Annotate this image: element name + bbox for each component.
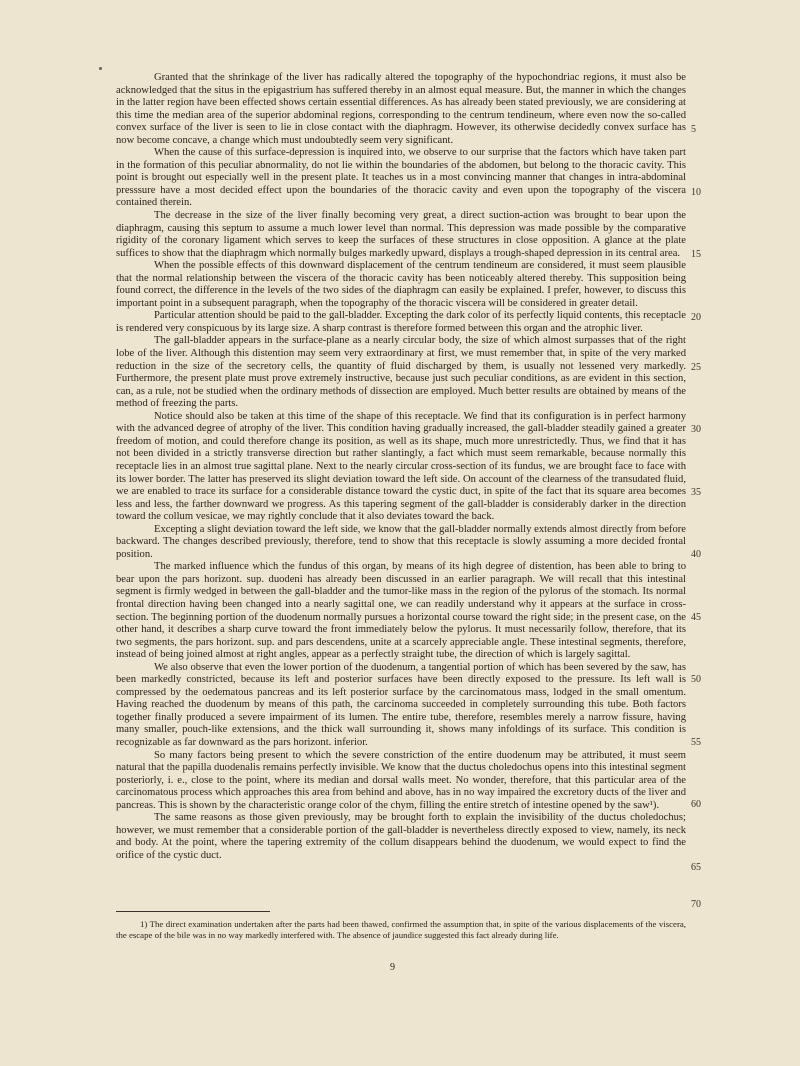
- line-number: 70: [691, 899, 701, 910]
- paragraph: We also observe that even the lower portion of the duodenum, a tangential portion of which has been severed by the saw, has been markedly constricted, because its left and posterior surfaces have been directly exposed to the pressure. Its left wall is compressed by the oedematous pancreas and its left posterior surface by the carcinomatous mass, lodged in the small omentum. Having reached the duodenum by means of this path, the carcinoma succeeded in completely surrounding this tube. Both factors together finally produced a severe impairment of its lumen. The entire tube, therefore, resembles merely a narrow fissure, having many smaller, pouch-like extensions, and the thick wall surrounding it, shows many infoldings of its surface. This condition is recognizable as far downward as the pars horizont. inferior.: [116, 661, 686, 748]
- line-number: 25: [691, 362, 701, 373]
- line-number: 50: [691, 674, 701, 685]
- page-speck: [99, 67, 102, 70]
- line-number: 65: [691, 862, 701, 873]
- paragraph: When the cause of this surface-depression is inquired into, we observe to our surprise that the factors which have taken part in the formation of this peculiar abnormality, do not lie within the boundaries of the abdomen, but belong to the thoracic cavity. This point is brought out especially well in the present plate. It teaches us in a most convincing manner that changes in intra-abdominal presssure have a most decided effect upon the boundaries of the thoracic cavity and even upon the topography of the viscera contained therein.: [116, 147, 686, 209]
- paragraph: The decrease in the size of the liver finally becoming very great, a direct suction-action was brought to bear upon the diaphragm, causing this septum to assume a much lower level than normal. This depression was made possible by the comparative rigidity of the coronary ligament which serves to keep the surfaces of these structures in close opposition. A glance at the plate suffices to show that the diaphragm which normally bulges markedly upward, displays a trough-shaped depression in its central area.: [116, 210, 686, 259]
- paragraph: The gall-bladder appears in the surface-plane as a nearly circular body, the size of which almost surpasses that of the right lobe of the liver. Although this distention may seem very extraordinary at first, we must remember that, in spite of the very marked reduction in the size of the secretory cells, the quantity of fluid discharged by them, is usually not lessened very markedly. Furthermore, the present plate must prove extremely instructive, because just such peculiar conditions, as are evident in this section, can, as a rule, not be studied when the ordinary methods of dissection are employed. Much better results are obtained by means of the method of freezing the parts.: [116, 335, 686, 410]
- page-number: 9: [390, 962, 395, 973]
- paragraph: The marked influence which the fundus of this organ, by means of its high degree of distention, has been able to bring to bear upon the pars horizont. sup. duodeni has already been discussed in an earlier paragraph. We will recall that this intestinal segment is firmly wedged in between the gall-bladder and the tumor-like mass in the region of the pylorus of the stomach. Its normal frontal direction having been changed into a nearly sagittal one, we can readily understand why it appears at the surface in cross-section. The beginning portion of the duodenum normally pursues a horizontal course toward the right side; in the present case, on the other hand, it describes a sharp curve toward the front immediately below the pylorus. It must necessarily follow, therefore, that its two segments, the pars horizont. sup. and pars descendens, unite at a scarcely appreciable angle. These intestinal segments, therefore, instead of being joined almost at right angles, appear as a perfectly straight tube, the direction of which is largely sagittal.: [116, 561, 686, 661]
- line-number: 45: [691, 612, 701, 623]
- paragraph: So many factors being present to which the severe constriction of the entire duodenum may be attributed, it must seem natural that the papilla duodenalis remains perfectly invisible. We know that the ductus choledochus opens into this intestinal segment posteriorly, i. e., close to the point, where its median and dorsal walls meet. No wonder, therefore, that this particular area of the carcinomatous process which approaches this area from behind and above, has in no way impaired the excretory ducts of the liver and pancreas. This is shown by the characteristic orange color of the chym, filling the entire stretch of intestine opened by the saw¹).: [116, 749, 686, 811]
- paragraph: Particular attention should be paid to the gall-bladder. Excepting the dark color of its perfectly liquid contents, this receptacle is rendered very conspicuous by its large size. A sharp contrast is therefore formed between this organ and the atrophic liver.: [116, 310, 686, 334]
- paragraph: The same reasons as those given previously, may be brought forth to explain the invisibility of the ductus choledochus; however, we must remember that a considerable portion of the gall-bladder is nevertheless directly exposed to view, namely, its neck and body. At the point, where the tapering extremity of the collum disappears behind the duodenum, we would expect to find the orifice of the cystic duct.: [116, 812, 686, 861]
- line-number: 10: [691, 187, 701, 198]
- paragraph: When the possible effects of this downward displacement of the centrum tendineum are considered, it must seem plausible that the normal relationship between the viscera of the thoracic cavity has been noticeably altered thereby. This supposition being found correct, the difference in the levels of the two sides of the diaphragm can easily be explained. I prefer, however, to discuss this important point in a subsequent paragraph, when the topography of the thoracic viscera will be considered in greater detail.: [116, 260, 686, 309]
- paragraph: Granted that the shrinkage of the liver has radically altered the topography of the hypochondriac regions, it must also be acknowledged that the situs in the epigastrium has suffered thereby in an almost equal measure. But, the manner in which the changes in the latter region have been effected shows certain essential differences. As has already been stated previously, we are considering at this time the median area of the superior abdominal regions, corresponding to the centrum tendineum, where even now the so-called convex surface of the liver is seen to lie in close contact with the diaphragm. However, its otherwise decidedly convex surface has now become concave, a change which must undoubtedly seem very significant.: [116, 72, 686, 146]
- line-number: 30: [691, 424, 701, 435]
- line-number: 15: [691, 249, 701, 260]
- line-number: 55: [691, 737, 701, 748]
- body-text: [116, 72, 686, 862]
- line-number: 40: [691, 549, 701, 560]
- paragraph: Notice should also be taken at this time of the shape of this receptacle. We find that its configuration is in perfect harmony with the advanced degree of atrophy of the liver. This condition having gradually increased, the gall-bladder steadily gained a greater freedom of motion, and could therefore change its position, as well as its shape, much more unrestrictedly. Thus, we find that it has not been divided in a strictly transverse direction but rather slantingly, a fact which must seem remarkable, because normally this receptacle lies in an almost true sagittal plane. Next to the nearly circular cross-section of its fundus, we are brought face to face with its lower border. The latter has preserved its slight deviation toward the left side. On account of the clearness of the transudated fluid, we are enabled to trace its surface for a considerable distance toward the cystic duct, in spite of the fact that its square area becomes less and less, the farther downward we progress. As this tapering segment of the gall-bladder is considerably darker in the direction toward the collum vesicae, we may rightly conclude that it also deviates toward the back.: [116, 410, 686, 523]
- footnote-divider: [116, 911, 270, 912]
- line-number: 35: [691, 487, 701, 498]
- line-number: 5: [691, 124, 696, 135]
- footnote: 1) The direct examination undertaken after the parts had been thawed, confirmed the assumption that, in spite of the various displacements of the viscera, the escape of the bile was in no way markedly interfered with. The absence of jaundice suggested this fact already during life.: [116, 919, 686, 940]
- line-number: 20: [691, 312, 701, 323]
- paragraph: Excepting a slight deviation toward the left side, we know that the gall-bladder normally extends almost directly from before backward. The changes described previously, therefore, tend to show that this receptacle is slowly assuming a more decided frontal position.: [116, 523, 686, 560]
- line-number: 60: [691, 799, 701, 810]
